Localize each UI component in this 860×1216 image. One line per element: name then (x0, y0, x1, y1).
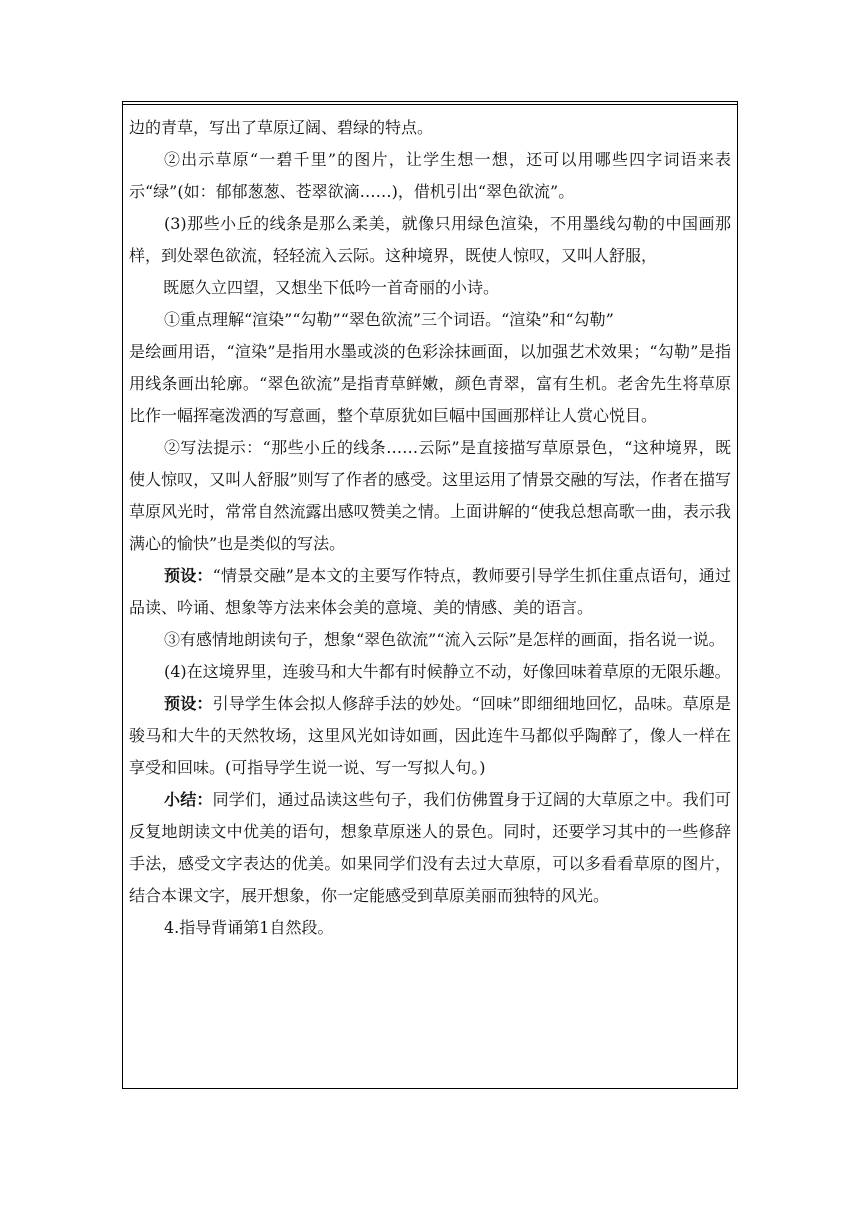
lesson-content (129, 112, 731, 944)
preset-label: 预设： (164, 694, 213, 713)
preset-label: 预设： (164, 566, 213, 585)
paragraph-10 (129, 784, 731, 912)
paragraph-4-first-line: ①重点理解“渲染”“勾勒”“翠色欲流”三个词语。“渲染”和“勾勒” (164, 310, 614, 329)
paragraph-9-text: 引导学生体会拟人修辞手法的妙处。“回味”即细细地回忆，品味。草原是骏马和大牛的天然牧场，这里风光如诗如画，因此连牛马都似乎陶醉了，像人一样在享受和回味。(可指导学生说一说、写一写拟人句。) (129, 694, 731, 777)
paragraph-7: ③有感情地朗读句子，想象“翠色欲流”“流入云际”是怎样的画面，指名说一说。 (164, 630, 725, 649)
paragraph-11: 4.指导背诵第1自然段。 (164, 918, 334, 937)
paragraph-3: (3)那些小丘的线条是那么柔美，就像只用绿色渲染，不用墨线勾勒的中国画那样，到处翠色欲流，轻轻流入云际。这种境界，既使人惊叹，又叫人舒服， (129, 214, 731, 265)
paragraph-6-text: “情景交融”是本文的主要写作特点，教师要引导学生抓住重点语句，通过品读、吟诵、想象等方法来体会美的意境、美的情感、美的语言。 (129, 566, 731, 617)
summary-label: 小结： (164, 790, 213, 809)
paragraph-8: (4)在这境界里，连骏马和大牛都有时候静立不动，好像回味着草原的无限乐趣。 (164, 662, 731, 681)
paragraph-3-continued: 既愿久立四望，又想坐下低吟一首奇丽的小诗。 (163, 278, 500, 297)
lesson-table-cell (122, 101, 738, 1089)
paragraph-5: ②写法提示：“那些小丘的线条……云际”是直接描写草原景色，“这种境界，既使人惊叹，又叫人舒服”则写了作者的感受。这里运用了情景交融的写法，作者在描写草原风光时，常常自然流露出感叹赞美之情。上面讲解的“使我总想高歌一曲，表示我满心的愉快”也是类似的写法。 (129, 438, 731, 553)
paragraph-9 (129, 688, 731, 784)
paragraph-10-text: 同学们，通过品读这些句子，我们仿佛置身于辽阔的大草原之中。我们可反复地朗读文中优美的语句，想象草原迷人的景色。同时，还要学习其中的一些修辞手法，感受文字表达的优美。如果同学们没有去过大草原，可以多看看草原的图片，结合本课文字，展开想象，你一定能感受到草原美丽而独特的风光。 (129, 790, 731, 905)
paragraph-4-body: 是绘画用语，“渲染”是指用水墨或淡的色彩涂抹画面，以加强艺术效果；“勾勒”是指用线条画出轮廓。“翠色欲流”是指青草鲜嫩，颜色青翠，富有生机。老舍先生将草原比作一幅挥毫泼洒的写意画，整个草原犹如巨幅中国画那样让人赏心悦目。 (129, 342, 731, 425)
paragraph-2: ②出示草原“一碧千里”的图片，让学生想一想，还可以用哪些四字词语来表示“绿”(如：郁郁葱葱、苍翠欲滴……)，借机引出“翠色欲流”。 (129, 150, 731, 201)
paragraph-6 (129, 560, 731, 624)
paragraph-1: 边的青草，写出了草原辽阔、碧绿的特点。 (129, 118, 434, 137)
